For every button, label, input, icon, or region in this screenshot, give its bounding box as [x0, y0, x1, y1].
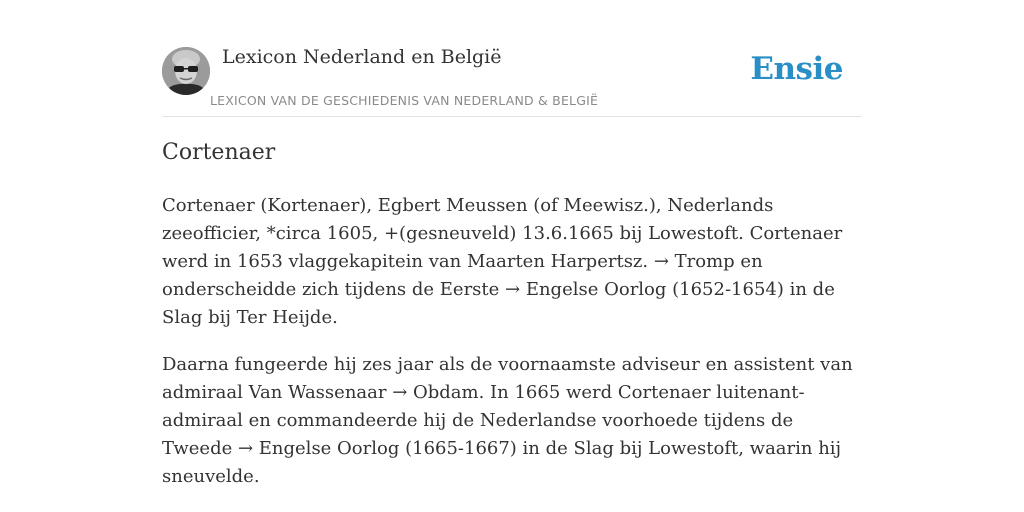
- lexicon-subtitle: LEXICON VAN DE GESCHIEDENIS VAN NEDERLAND & BELGIË: [210, 93, 599, 108]
- avatar-portrait-icon: [162, 47, 210, 95]
- article-paragraph: Cortenaer (Kortenaer), Egbert Meussen (of Meewisz.), Nederlands zeeofficier, *circa 1605, +(gesneuveld) 13.6.1665 bij Lowestoft. Cortenaer werd in 1653 vlaggekapitein van Maarten Harpertsz. → Tromp en onderscheidde zich tijdens de Eerste → Engelse Oorlog (1652-1654) in de Slag bij Ter Heijde.: [162, 195, 843, 328]
- page-container: [162, 0, 862, 487]
- article-body: [162, 192, 862, 510]
- page-header: [162, 0, 862, 117]
- article-paragraph: Daarna fungeerde hij zes jaar als de voornaamste adviseur en assistent van admiraal Van Wassenaar → Obdam. In 1665 werd Cortenaer luitenant-admiraal en commandeerde hij de Nederlandse voorhoede tijdens de Tweede → Engelse Oorlog (1665-1667) in de Slag bij Lowestoft, waarin hij sneuvelde.: [162, 354, 853, 487]
- article-title: Cortenaer: [162, 140, 276, 165]
- author-avatar[interactable]: [162, 47, 210, 95]
- ensie-logo-link[interactable]: Ensie: [750, 51, 843, 87]
- author-name[interactable]: Lexicon Nederland en België: [222, 46, 502, 68]
